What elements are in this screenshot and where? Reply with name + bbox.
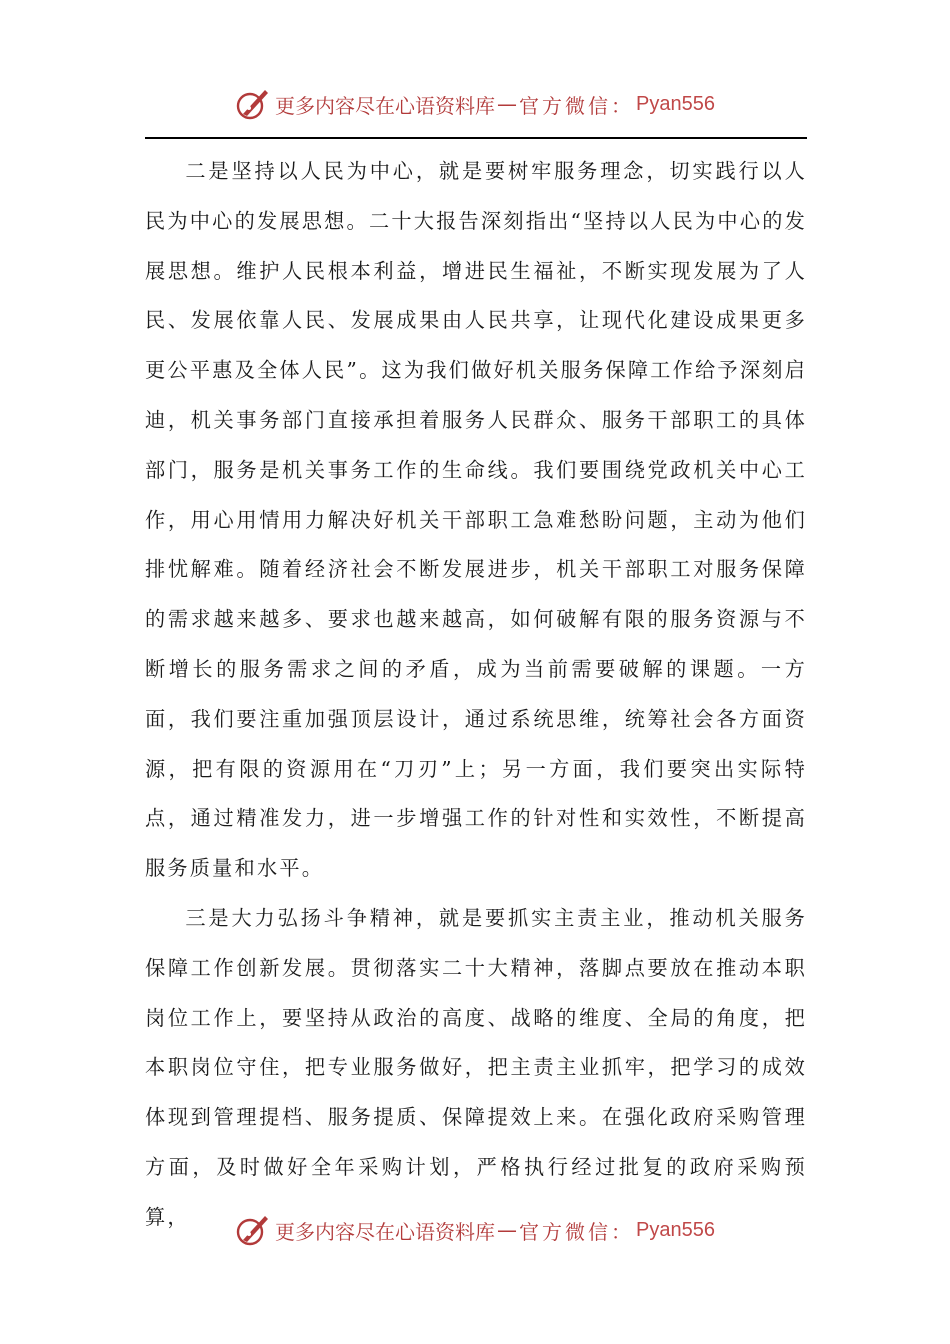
footer-wechat-id: Pyan556 — [636, 1218, 715, 1241]
banner-separator: — — [497, 92, 518, 116]
quill-pen-logo-icon — [235, 1212, 271, 1248]
footer-banner — [0, 1208, 950, 1252]
footer-wechat-label: 官方微信： — [519, 1219, 635, 1244]
quill-pen-logo-icon — [235, 86, 271, 122]
header-banner — [0, 82, 950, 126]
footer-title: 更多内容尽在心语资料库 — [275, 1219, 496, 1244]
banner-wechat-id: Pyan556 — [636, 92, 715, 115]
banner-wechat-label: 官方微信： — [519, 93, 635, 118]
paragraph-2: 二是坚持以人民为中心，就是要树牢服务理念，切实践行以人民为中心的发展思想。二十大报告深刻指出“坚持以人民为中心的发展思想。维护人民根本利益，增进民生福祉，不断实现发展为了人民、发展依靠人民、发展成果由人民共享，让现代化建设成果更多更公平惠及全体人民”。这为我们做好机关服务保障工作给予深刻启迪，机关事务部门直接承担着服务人民群众、服务干部职工的具体部门，服务是机关事务工作的生命线。我们要围绕党政机关中心工作，用心用情用力解决好机关干部职工急难愁盼问题，主动为他们排忧解难。随着经济社会不断发展进步，机关干部职工对服务保障的需求越来越多、要求也越来越高，如何破解有限的服务资源与不断增长的服务需求之间的矛盾，成为当前需要破解的课题。一方面，我们要注重加强顶层设计，通过系统思维，统筹社会各方面资源，把有限的资源用在“刀刃”上；另一方面，我们要突出实际特点，通过精准发力，进一步增强工作的针对性和实效性，不断提高服务质量和水平。 — [145, 159, 807, 881]
header-divider — [145, 137, 807, 139]
paragraph-3: 三是大力弘扬斗争精神，就是要抓实主责主业，推动机关服务保障工作创新发展。贯彻落实二十大精神，落脚点要放在推动本职岗位工作上，要坚持从政治的高度、战略的维度、全局的角度，把本职岗位守住，把专业服务做好，把主责主业抓牢，把学习的成效体现到管理提档、服务提质、保障提效上来。在强化政府采购管理方面，及时做好全年采购计划，严格执行经过批复的政府采购预算， — [145, 905, 807, 1229]
footer-separator: — — [497, 1218, 518, 1242]
document-body — [145, 147, 807, 1243]
banner-title: 更多内容尽在心语资料库 — [275, 93, 496, 118]
